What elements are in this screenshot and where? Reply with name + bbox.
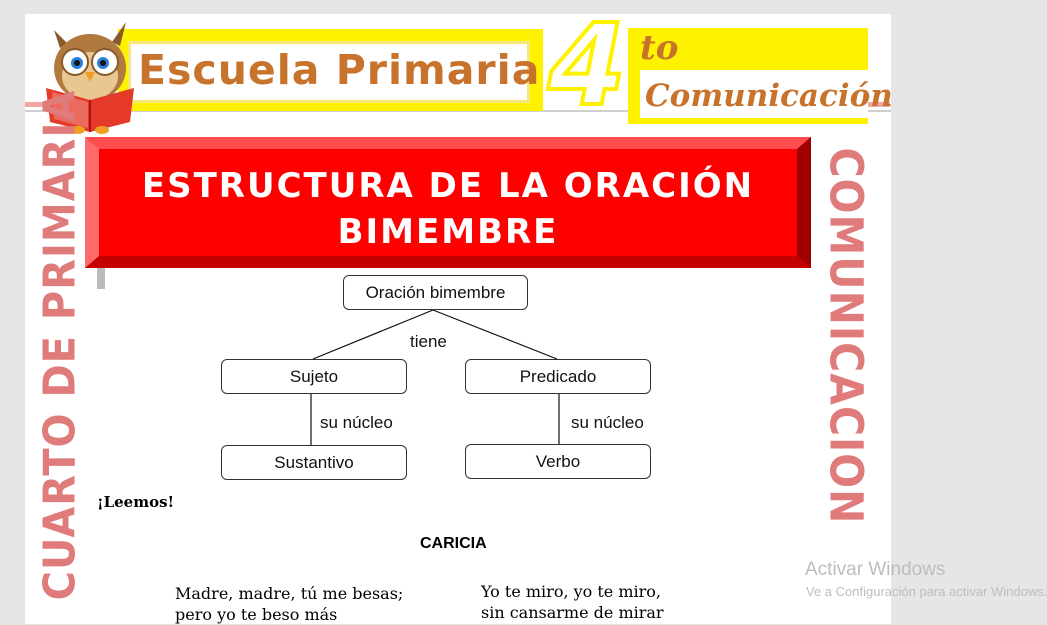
noun-node: Sustantivo [221, 445, 407, 480]
title-line-2: BIMEMBRE [337, 212, 559, 252]
poem-line: sin cansarme de mirar [481, 603, 664, 622]
grade-number: 4 [548, 1, 626, 131]
subject-node: Sujeto [221, 359, 407, 394]
activation-watermark-subtitle: Ve a Configuración para activar Windows. [806, 584, 1047, 599]
title-line-1: ESTRUCTURA DE LA ORACIÓN [141, 166, 755, 206]
side-label-left: CUARTO DE PRIMARIA [34, 89, 86, 601]
poem-title: CARICIA [420, 535, 487, 552]
predicate-relation-label: su núcleo [571, 413, 644, 432]
activation-watermark-title: Activar Windows [805, 559, 946, 580]
grade-suffix: to [640, 28, 679, 68]
diagram-root-node: Oración bimembre [343, 275, 528, 310]
verb-node: Verbo [465, 444, 651, 479]
poem-line: Madre, madre, tú me besas; [175, 584, 404, 603]
poem-line: Yo te miro, yo te miro, [481, 582, 662, 601]
root-relation-label: tiene [410, 332, 447, 351]
side-label-right: COMUNICACION [819, 147, 873, 525]
subject-label: Comunicación [645, 78, 893, 114]
poem-stanza-right [481, 581, 664, 623]
poem-stanza-left [175, 583, 403, 625]
poem-line: pero yo te beso más [175, 605, 338, 624]
subject-relation-label: su núcleo [320, 413, 393, 432]
school-name: Escuela Primaria [138, 46, 541, 94]
predicate-node: Predicado [465, 359, 651, 394]
reading-prompt: ¡Leemos! [97, 493, 175, 511]
